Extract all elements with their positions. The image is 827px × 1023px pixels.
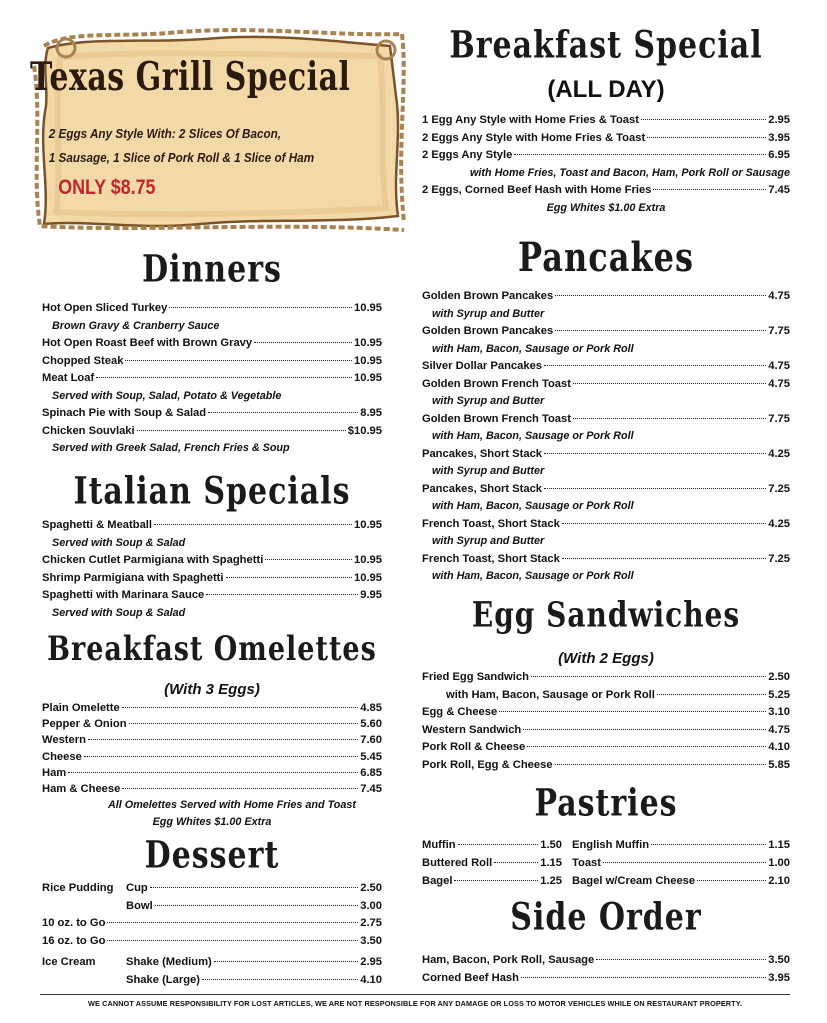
menu-item: Shrimp Parmigiana with Spaghetti 10.95 <box>42 571 382 584</box>
menu-item: 2 Eggs Any Style with Home Fries & Toast 3.95 <box>422 131 790 144</box>
dinners-title: Dinners <box>142 247 282 292</box>
menu-item: Bowl 3.00 <box>126 899 382 912</box>
dinners-list <box>42 300 382 458</box>
menu-item: Western 7.60 <box>42 734 382 747</box>
menu-item: Hot Open Sliced Turkey 10.95 <box>42 302 382 314</box>
menu-item: French Toast, Short Stack 4.25 <box>422 517 790 530</box>
menu-item: Egg & Cheese 3.10 <box>422 706 790 718</box>
menu-item: Fried Egg Sandwich 2.50 <box>422 671 790 683</box>
menu-item: Shake (Large) 4.10 <box>126 973 382 986</box>
menu-item: Golden Brown French Toast 4.75 <box>422 377 790 390</box>
italian-list <box>42 517 382 622</box>
menu-item: Pepper & Onion 5.60 <box>42 718 382 731</box>
egg-sandwiches-subtitle: (With 2 Eggs) <box>558 650 654 667</box>
menu-item-note: Served with Soup, Salad, Potato & Vegetable <box>52 389 282 402</box>
menu-item: 2 Eggs, Corned Beef Hash with Home Fries 7.45 <box>422 184 790 196</box>
menu-item: Golden Brown French Toast 7.75 <box>422 412 790 425</box>
menu-item: Chopped Steak 10.95 <box>42 354 382 367</box>
menu-item: Hot Open Roast Beef with Brown Gravy 10.95 <box>42 337 382 349</box>
menu-item: Bagel w/Cream Cheese 2.10 <box>572 875 790 887</box>
menu-item: Muffin 1.50 <box>422 839 562 851</box>
texas-price: ONLY $8.75 <box>58 176 156 199</box>
pastries-list <box>422 836 790 890</box>
menu-item: 16 oz. to Go 3.50 <box>42 934 382 947</box>
menu-item: Golden Brown Pancakes 4.75 <box>422 290 790 302</box>
menu-item: Toast 1.00 <box>572 857 790 869</box>
disclaimer-footer: WE CANNOT ASSUME RESPONSIBILITY FOR LOST ARTICLES, WE ARE NOT RESPONSIBLE FOR ANY DAMAGE OR LOSS TO MOTOR VEHICLES WHILE ON RESTAURANT PROPERTY. <box>40 994 790 1008</box>
dessert-title: Dessert <box>144 833 280 878</box>
menu-item: Spinach Pie with Soup & Salad 8.95 <box>42 407 382 419</box>
menu-item: Bagel 1.25 <box>422 875 562 887</box>
menu-item-note: with Home Fries, Toast and Bacon, Ham, Pork Roll or Sausage <box>470 166 790 179</box>
side-order-title: Side Order <box>510 895 702 940</box>
menu-item: 2 Eggs Any Style 6.95 <box>422 149 790 161</box>
menu-item: Pancakes, Short Stack 7.25 <box>422 482 790 495</box>
breakfast-egg-whites-note: Egg Whites $1.00 Extra <box>546 201 666 214</box>
menu-item-note: with Syrup and Butter <box>432 465 545 477</box>
menu-item-note: with Syrup and Butter <box>432 395 545 407</box>
pastries-title: Pastries <box>534 781 678 826</box>
side-order-list <box>422 952 790 987</box>
menu-item-note: Brown Gravy & Cranberry Sauce <box>52 319 220 332</box>
pancakes-title: Pancakes <box>518 233 694 281</box>
pancakes-list <box>422 288 790 586</box>
texas-grill-special-sign <box>30 26 406 232</box>
menu-item: Ice Cream Shake (Medium) 2.95 <box>42 956 382 968</box>
omelettes-egg-whites-note: Egg Whites $1.00 Extra <box>152 816 272 829</box>
menu-item: Meat Loaf 10.95 <box>42 372 382 384</box>
menu-item: 10 oz. to Go 2.75 <box>42 917 382 929</box>
breakfast-title: Breakfast Special <box>449 23 763 68</box>
italian-title: Italian Specials <box>73 469 351 514</box>
menu-item-note: with Ham, Bacon, Sausage or Pork Roll <box>432 342 634 355</box>
texas-title: Texas Grill Special <box>30 54 351 101</box>
menu-item: Plain Omelette 4.85 <box>42 702 382 714</box>
menu-item: Rice Pudding Cup 2.50 <box>42 882 382 894</box>
omelettes-title: Breakfast Omelettes <box>47 630 377 669</box>
menu-item: Corned Beef Hash 3.95 <box>422 971 790 984</box>
menu-item: Pancakes, Short Stack 4.25 <box>422 447 790 460</box>
menu-item-note: with Syrup and Butter <box>432 535 545 547</box>
breakfast-list <box>422 112 790 217</box>
menu-item: Golden Brown Pancakes 7.75 <box>422 325 790 337</box>
menu-item: Pork Roll & Cheese 4.10 <box>422 741 790 753</box>
omelettes-list <box>42 700 382 831</box>
menu-item-note: with Ham, Bacon, Sausage or Pork Roll <box>432 430 634 442</box>
menu-item-note: Served with Soup & Salad <box>52 606 186 619</box>
menu-item: French Toast, Short Stack 7.25 <box>422 552 790 565</box>
egg-sandwiches-title: Egg Sandwiches <box>471 593 741 636</box>
menu-item: Spaghetti & Meatball 10.95 <box>42 519 382 531</box>
menu-item: Ham 6.85 <box>42 766 382 779</box>
menu-item: Silver Dollar Pancakes 4.75 <box>422 360 790 372</box>
menu-item: English Muffin 1.15 <box>572 839 790 851</box>
menu-item: Chicken Souvlaki $10.95 <box>42 424 382 437</box>
dessert-list <box>42 880 382 989</box>
omelettes-note: All Omelettes Served with Home Fries and Toast <box>108 799 356 812</box>
menu-item: with Ham, Bacon, Sausage or Pork Roll 5.25 <box>446 688 790 701</box>
menu-item: Western Sandwich 4.75 <box>422 723 790 736</box>
menu-item: Ham & Cheese 7.45 <box>42 783 382 796</box>
menu-item: Ham, Bacon, Pork Roll, Sausage 3.50 <box>422 954 790 966</box>
menu-item: 1 Egg Any Style with Home Fries & Toast 2.95 <box>422 114 790 126</box>
menu-item-note: with Syrup and Butter <box>432 307 545 320</box>
egg-sandwiches-list <box>422 669 790 774</box>
menu-item: Cheese 5.45 <box>42 750 382 763</box>
menu-item: Pork Roll, Egg & Cheese 5.85 <box>422 758 790 771</box>
menu-item-note: with Ham, Bacon, Sausage or Pork Roll <box>432 500 634 512</box>
omelettes-subtitle: (With 3 Eggs) <box>164 681 260 698</box>
menu-item: Buttered Roll 1.15 <box>422 857 562 869</box>
texas-desc-line1: 2 Eggs Any Style With: 2 Slices Of Bacon, <box>48 126 282 141</box>
menu-item-note: Served with Soup & Salad <box>52 536 186 549</box>
menu-item-note: Served with Greek Salad, French Fries & Soup <box>52 442 290 454</box>
texas-desc-line2: 1 Sausage, 1 Slice of Pork Roll & 1 Slice of Ham <box>48 150 315 165</box>
breakfast-subtitle: (ALL DAY) <box>547 76 665 103</box>
menu-item: Chicken Cutlet Parmigiana with Spaghetti 10.95 <box>42 554 382 566</box>
menu-item: Spaghetti with Marinara Sauce 9.95 <box>42 589 382 601</box>
menu-item-note: with Ham, Bacon, Sausage or Pork Roll <box>432 570 634 582</box>
